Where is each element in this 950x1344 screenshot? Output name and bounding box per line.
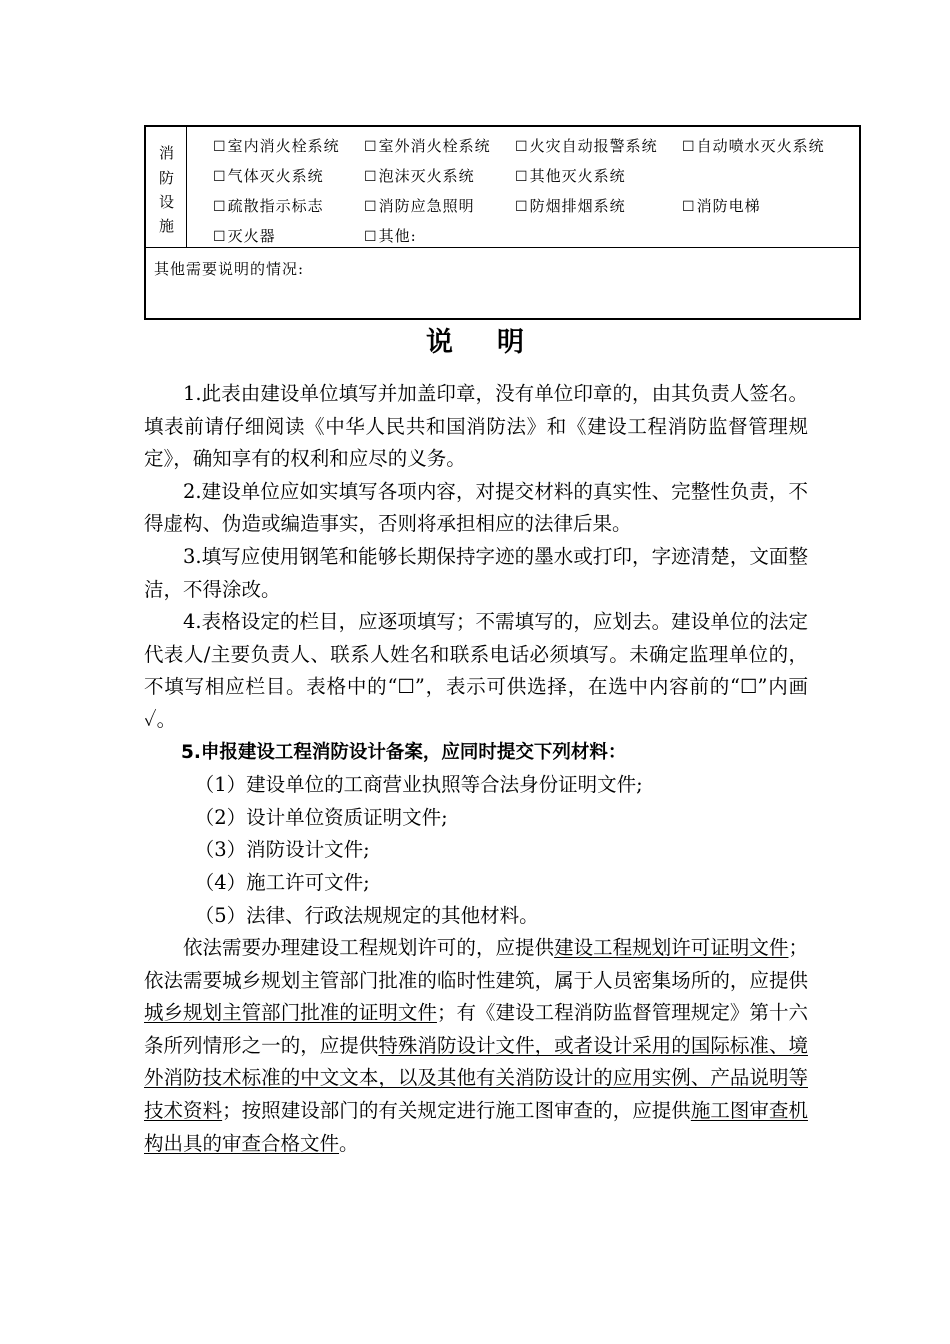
option-fire-alarm[interactable]: ☐火灾自动报警系统 [515, 137, 658, 155]
instruction-paragraph-5: 5.申报建设工程消防设计备案，应同时提交下列材料： [181, 741, 627, 763]
option-foam-extinguishing[interactable]: ☐泡沫灭火系统 [364, 167, 475, 185]
option-extinguisher[interactable]: ☐灭火器 [213, 227, 276, 245]
label-char: 设 [158, 193, 174, 211]
checkbox-icon[interactable]: ☐ [515, 199, 529, 215]
checkbox-icon[interactable]: ☐ [213, 229, 227, 245]
fire-facilities-label [146, 127, 187, 247]
option-smoke-exhaust[interactable]: ☐防烟排烟系统 [515, 197, 626, 215]
checkbox-icon[interactable]: ☐ [682, 139, 696, 155]
underlined-requirement: 特殊消防设计文件，或者设计采用的国际标准、境外消防技术标准的中文文本，以及其他有关消防设计的应用实例、产品说明等技术资料 [144, 1033, 808, 1123]
final-paragraph: 依法需要办理建设工程规划许可的，应提供建设工程规划许可证明文件；依法需要城乡规划主管部门批准的临时性建筑，属于人员密集场所的，应提供城乡规划主管部门批准的证明文件；有《建设工程消防监督管理规定》第十六条所列情形之一的，应提供特殊消防设计文件，或者设计采用的国际标准、境外消防技术标准的中文文本，以及其他有关消防设计的应用实例、产品说明等技术资料；按照建设部门的有关规定进行施工图审查的，应提供施工图审查机构出具的审查合格文件。 [144, 936, 808, 1155]
option-gas-extinguishing[interactable]: ☐气体灭火系统 [213, 167, 324, 185]
underlined-requirement: 施工图审查机构出具的审查合格文件 [144, 1099, 808, 1155]
option-other[interactable]: ☐其他: [364, 227, 417, 245]
option-outdoor-hydrant[interactable]: ☐室外消火栓系统 [364, 137, 491, 155]
fire-facilities-row [146, 127, 859, 248]
label-char: 消 [158, 144, 174, 162]
fire-facilities-table [144, 125, 861, 320]
page-title: 说明 [426, 327, 568, 358]
instruction-paragraph-4: 4.表格设定的栏目，应逐项填写；不需填写的，应划去。建设单位的法定代表人/主要负责人、联系人姓名和联系电话必须填写。未确定监理单位的，不填写相应栏目。表格中的“☐”，表示可供选择，在选中内容前的“☐”内画✓。 [144, 610, 808, 731]
list-item: （2）设计单位资质证明文件; [194, 805, 448, 829]
list-item: （1）建设单位的工商营业执照等合法身份证明文件; [194, 773, 643, 797]
option-other-extinguishing[interactable]: ☐其他灭火系统 [515, 167, 626, 185]
underlined-requirement: 城乡规划主管部门批准的证明文件 [144, 1001, 437, 1025]
other-notes-label: 其他需要说明的情况: [154, 260, 305, 278]
instructions-body [144, 378, 808, 1160]
checkbox-icon[interactable]: ☐ [515, 139, 529, 155]
label-char: 施 [158, 217, 174, 235]
instruction-paragraph-1: 1.此表由建设单位填写并加盖印章，没有单位印章的，由其负责人签名。填表前请仔细阅读《中华人民共和国消防法》和《建设工程消防监督管理规定》，确知享有的权利和应尽的义务。 [144, 382, 808, 471]
option-emergency-lighting[interactable]: ☐消防应急照明 [364, 197, 475, 215]
checkbox-icon[interactable]: ☐ [364, 199, 378, 215]
checkbox-icon[interactable]: ☐ [515, 169, 529, 185]
option-indoor-hydrant[interactable]: ☐室内消火栓系统 [213, 137, 340, 155]
checkbox-icon[interactable]: ☐ [364, 139, 378, 155]
checkbox-icon[interactable]: ☐ [364, 169, 378, 185]
checkbox-icon[interactable]: ☐ [682, 199, 696, 215]
instruction-paragraph-3: 3.填写应使用钢笔和能够长期保持字迹的墨水或打印，字迹清楚，文面整洁，不得涂改。 [144, 544, 808, 601]
checkbox-icon[interactable]: ☐ [213, 139, 227, 155]
checkbox-icon[interactable]: ☐ [213, 169, 227, 185]
instruction-paragraph-2: 2.建设单位应如实填写各项内容，对提交材料的真实性、完整性负责，不得虚构、伪造或编造事实，否则将承担相应的法律后果。 [144, 479, 808, 536]
option-fire-elevator[interactable]: ☐消防电梯 [682, 197, 761, 215]
underlined-requirement: 建设工程规划许可证明文件 [554, 936, 789, 960]
label-char: 防 [158, 169, 174, 187]
other-notes-row[interactable] [146, 248, 859, 320]
list-item: （5）法律、行政法规规定的其他材料。 [194, 903, 539, 927]
list-item: （4）施工许可文件; [194, 870, 370, 894]
option-sprinkler[interactable]: ☐自动喷水灭火系统 [682, 137, 825, 155]
option-evacuation-signs[interactable]: ☐疏散指示标志 [213, 197, 324, 215]
checkbox-icon[interactable]: ☐ [213, 199, 227, 215]
checkbox-icon[interactable]: ☐ [364, 229, 378, 245]
list-item: （3）消防设计文件; [194, 838, 370, 862]
